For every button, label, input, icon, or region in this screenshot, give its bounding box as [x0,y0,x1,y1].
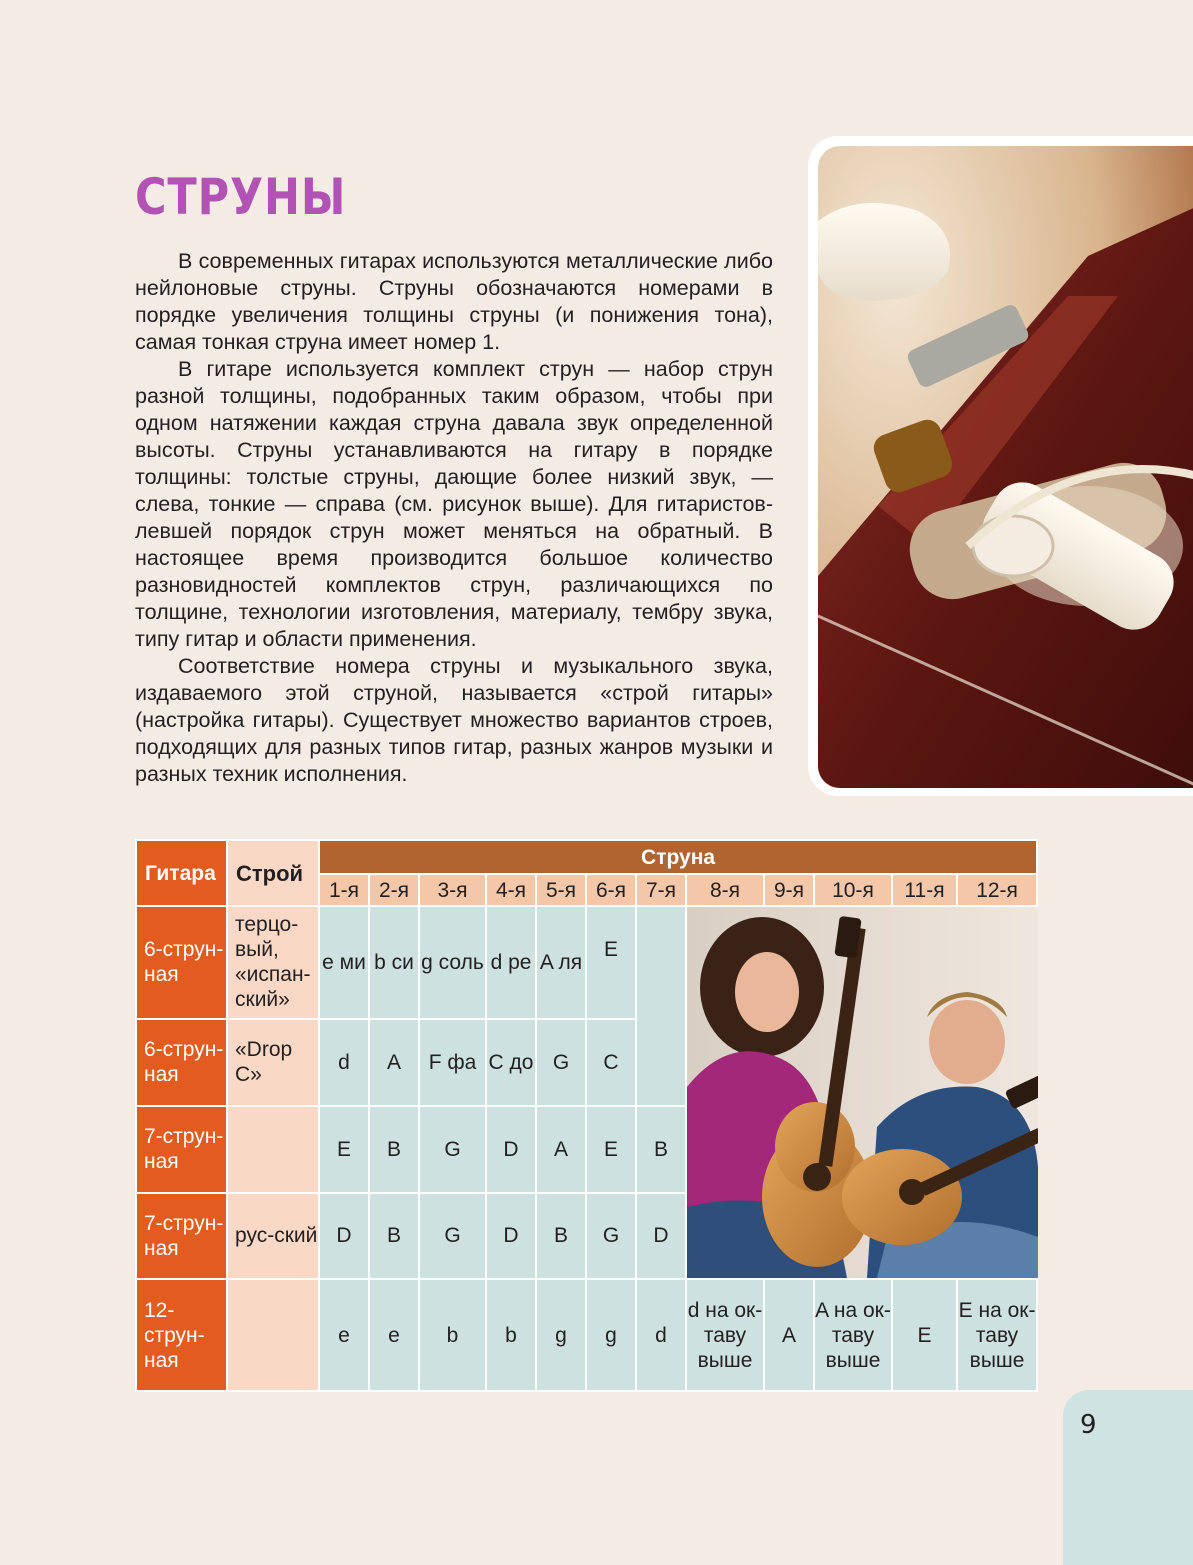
note-cell: C [586,1019,636,1106]
note-cell: B [369,1106,419,1192]
string-number: 8-я [686,874,764,906]
note-cell: g соль [419,906,486,1019]
note-cell: E [892,1279,957,1391]
note-cell: d [636,1279,686,1391]
table-row [136,1279,1037,1391]
note-cell: E [586,1106,636,1192]
note-cell: A ля [536,906,586,1019]
note-cell: d на ок-таву выше [686,1279,764,1391]
note-cell: E [586,906,636,1019]
tuning-name: рус-ский [227,1193,319,1279]
string-number: 12-я [957,874,1037,906]
note-cell: G [419,1106,486,1192]
paragraph-1: В современных гитарах используются металлические либо нейлоновые струны. Струны обозначаются номерами в порядке увеличения толщины струны (и понижения тона), самая тонкая струна имеет номер 1. [135,249,773,354]
string-number: 11-я [892,874,957,906]
table-row [136,906,1037,1019]
note-cell: b [486,1279,536,1391]
header-string: Струна [319,840,1037,874]
string-number: 5-я [536,874,586,906]
string-number: 10-я [814,874,892,906]
guitar-type: 12-струн-ная [136,1279,227,1391]
note-cell: G [536,1019,586,1106]
note-cell: C до [486,1019,536,1106]
note-cell: e [319,1279,369,1391]
note-cell: d ре [486,906,536,1019]
note-cell: d [319,1019,369,1106]
string-number: 4-я [486,874,536,906]
note-cell: e [369,1279,419,1391]
tuning-peg-photo [818,146,1193,788]
tuning-name: терцо-вый, «испан-ский» [227,906,319,1019]
note-cell: D [636,1193,686,1279]
note-cell: F фа [419,1019,486,1106]
note-cell: D [486,1193,536,1279]
string-number: 9-я [764,874,814,906]
note-cell: E на ок-таву выше [957,1279,1037,1391]
note-cell: e ми [319,906,369,1019]
note-cell: A [369,1019,419,1106]
body-text [135,248,773,788]
page-number: 9 [1080,1410,1097,1440]
paragraph-2: В гитаре используется комплект струн — набор струн разной толщины, подобранных таким образом, чтобы при одном натяжении каждая струна давала звук определенной высоты. Струны устанавливаются на гитару в порядке толщины: толстые струны, дающие более низкий звук, — слева, тонкие — справа (см. рисунок выше). Для гитаристов-левшей порядок струн может меняться на обратный. В настоящее время производится большое количество разновидностей комплектов струн, различающихся по толщине, технологии изготовления, материалу, тембру звука, типу гитар и области применения. [135,357,773,651]
note-cell: A [536,1106,586,1192]
string-number: 2-я [369,874,419,906]
guitar-type: 7-струн-ная [136,1106,227,1192]
tuning-name [227,1279,319,1391]
tuning-table [135,839,1038,1392]
note-cell: b си [369,906,419,1019]
guitar-type: 6-струн-ная [136,906,227,1019]
guitar-type: 7-струн-ная [136,1193,227,1279]
empty-cell [636,906,686,1106]
paragraph-3: Соответствие номера струны и музыкального звука, издаваемого этой струной, называется «строй гитары» (настройка гитары). Существует множество вариантов строев, подходящих для разных типов гитар, разных жанров музыки и разных техник исполнения. [135,654,773,786]
string-number: 3-я [419,874,486,906]
note-cell: G [419,1193,486,1279]
string-number: 1-я [319,874,369,906]
string-number: 7-я [636,874,686,906]
note-cell: B [369,1193,419,1279]
header-guitar: Гитара [136,840,227,906]
note-cell: E [319,1106,369,1192]
string-number: 6-я [586,874,636,906]
note-cell: b [419,1279,486,1391]
tuning-name [227,1106,319,1192]
tuning-name: «Drop C» [227,1019,319,1106]
header-tuning: Строй [227,840,319,906]
guitar-type: 6-струн-ная [136,1019,227,1106]
note-cell: G [586,1193,636,1279]
note-cell: A [764,1279,814,1391]
note-cell: A на ок-таву выше [814,1279,892,1391]
note-cell: B [536,1193,586,1279]
note-cell: g [586,1279,636,1391]
note-cell: B [636,1106,686,1192]
note-cell: D [319,1193,369,1279]
note-cell: D [486,1106,536,1192]
note-cell: g [536,1279,586,1391]
musicians-photo [686,906,1037,1279]
guitar-tuning-peg-image [818,146,1193,788]
page-title: СТРУНЫ [135,168,347,226]
two-guitarists-image [687,907,1038,1278]
